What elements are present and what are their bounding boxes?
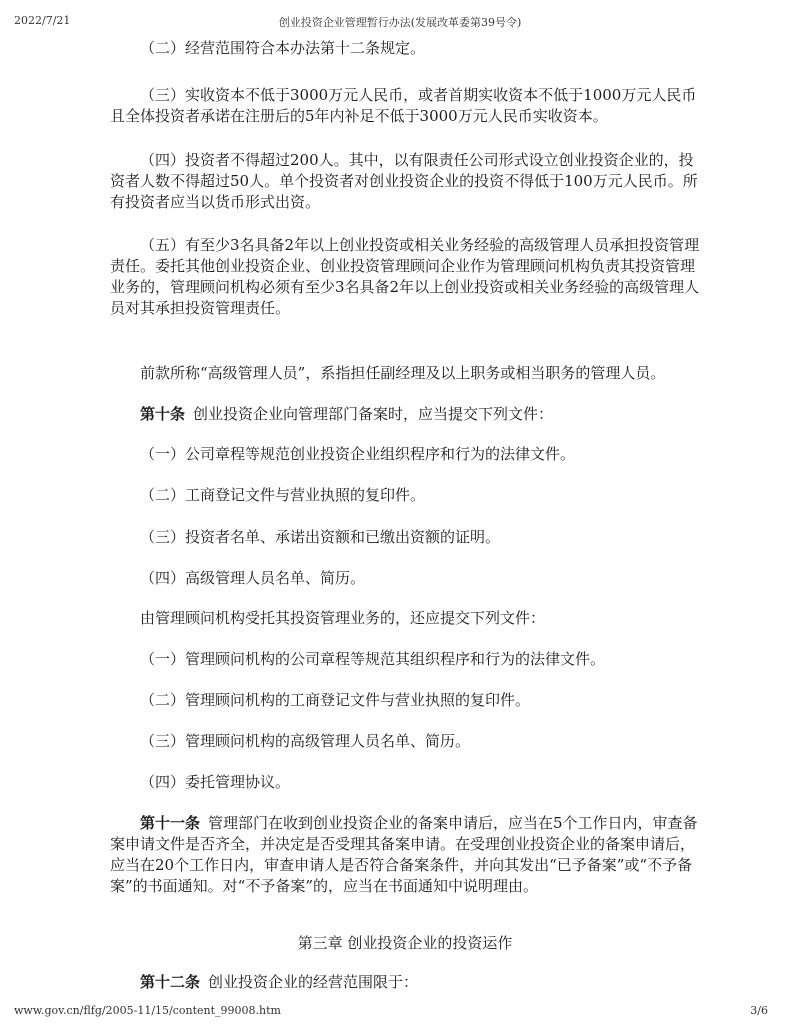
article-12-label: 第十二条 xyxy=(140,973,201,991)
paragraph: （四）投资者不得超过200人。其中，以有限责任公司形式设立创业投资企业的，投资者人数不得超过50人。单个投资者对创业投资企业的投资不得低于100万元人民币。所有投资者应当以货币形式出资。 xyxy=(110,151,698,211)
article-11 xyxy=(110,813,700,897)
article-11-text: 管理部门在收到创业投资企业的备案申请后，应当在5个工作日内，审查备案申请文件是否齐全，并决定是否受理其备案申请。在受理创业投资企业的备案申请后，应当在20个工作日内，审查申请人是否符合备案条件，并向其发出“已予备案”或“不予备案”的书面通知。对“不予备案”的，应当在书面通知中说明理由。 xyxy=(110,814,698,895)
paragraph: （一）管理顾问机构的公司章程等规范其组织程序和行为的法律文件。 xyxy=(140,650,606,668)
paragraph: （二）管理顾问机构的工商登记文件与营业执照的复印件。 xyxy=(140,691,531,709)
article-12 xyxy=(110,972,700,993)
source-url: www.gov.cn/flfg/2005-11/15/content_99008.htm xyxy=(14,1004,281,1017)
paragraph: （一）公司章程等规范创业投资企业组织程序和行为的法律文件。 xyxy=(140,445,576,463)
paragraph: （三）投资者名单、承诺出资额和已缴出资额的证明。 xyxy=(140,528,501,546)
article-10-label: 第十条 xyxy=(140,405,186,423)
paragraph: （三）实收资本不低于3000万元人民币，或者首期实收资本不低于1000万元人民币且全体投资者承诺在注册后的5年内补足不低于3000万元人民币实收资本。 xyxy=(110,86,697,125)
paragraph: （二）工商登记文件与营业执照的复印件。 xyxy=(140,486,426,504)
print-date: 2022/7/21 xyxy=(14,14,71,27)
page-number: 3/6 xyxy=(750,1004,768,1017)
article-10 xyxy=(110,404,700,425)
paragraph: 由管理顾问机构受托其投资管理业务的，还应提交下列文件： xyxy=(140,609,546,627)
article-12-text: 创业投资企业的经营范围限于： xyxy=(208,973,419,991)
article-11-label: 第十一条 xyxy=(140,814,201,832)
paragraph: （四）委托管理协议。 xyxy=(140,773,291,791)
document-title: 创业投资企业管理暂行办法(发展改革委第39号令) xyxy=(278,16,522,29)
paragraph: （二）经营范围符合本办法第十二条规定。 xyxy=(140,39,426,57)
article-10-text: 创业投资企业向管理部门备案时，应当提交下列文件： xyxy=(193,405,554,423)
paragraph: （四）高级管理人员名单、简历。 xyxy=(140,569,366,587)
paragraph: （五）有至少3名具备2年以上创业投资或相关业务经验的高级管理人员承担投资管理责任。委托其他创业投资企业、创业投资管理顾问企业作为管理顾问机构负责其投资管理业务的，管理顾问机构必须有至少3名具备2年以上创业投资或相关业务经验的高级管理人员对其承担投资管理责任。 xyxy=(110,236,700,317)
paragraph: （三）管理顾问机构的高级管理人员名单、简历。 xyxy=(140,732,471,750)
chapter-heading: 第三章 创业投资企业的投资运作 xyxy=(297,934,513,952)
paragraph: 前款所称“高级管理人员”，系指担任副经理及以上职务或相当职务的管理人员。 xyxy=(140,364,666,382)
